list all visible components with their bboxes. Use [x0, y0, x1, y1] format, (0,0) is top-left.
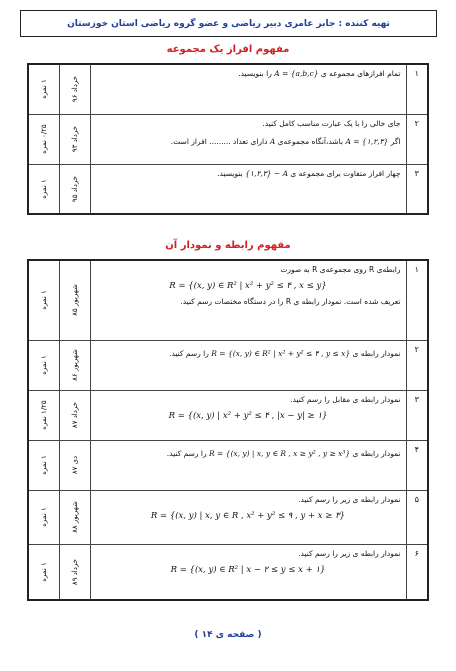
- math-expression: R = {(x, y) ∈ R² | x² + y² ≤ ۴ , y ≤ x}: [211, 348, 351, 358]
- question-number: ۵: [406, 490, 428, 544]
- question-body: جای خالی را با یک عبارت مناسب کامل کنید. اگر A = {۱,۲,۳} باشد،آنگاه مجموعه‌ی A دارای تعداد ......... افراز است.: [90, 114, 406, 164]
- section1-table: [27, 63, 429, 215]
- math-formula: R = {(x, y) ∈ R² | x − ۲ ≤ y ≤ x + ۱}: [170, 564, 326, 575]
- score-cell: ۰/۲۵ نمره: [28, 114, 59, 164]
- question-body: رابطه‌ی R روی مجموعه‌ی R به صورت R = {(x, y) ∈ R² | x² + y² ≤ ۴ , x ≤ y} تعریف شده است. نمودار رابطه ی R را در دستگاه مختصات رسم کنید.: [90, 260, 406, 340]
- question-body: تمام افرازهای مجموعه ی A = {a,b,c} را بنویسید.: [90, 64, 406, 114]
- question-row: [28, 164, 428, 214]
- question-row: [28, 340, 428, 390]
- math-formula: R = {(x, y) ∈ R² | x² + y² ≤ ۴ , x ≤ y}: [169, 281, 327, 292]
- question-number: ٣: [406, 164, 428, 214]
- question-row: [28, 64, 428, 114]
- section2-title: مفهوم رابطه و نمودار آن: [165, 240, 291, 251]
- document-header: [20, 10, 437, 37]
- score-cell: ۱ نمره: [28, 490, 59, 544]
- date-cell: خرداد ۹۶: [59, 64, 90, 114]
- section1-title: مفهوم افراز یک مجموعه: [166, 44, 290, 55]
- score-cell: ۱ نمره: [28, 64, 59, 114]
- math-expression: A = {۱,۲,۳}: [345, 136, 389, 146]
- page-number: ( صفحه ی ۱۴ ): [194, 630, 262, 640]
- question-row: [28, 490, 428, 544]
- question-body: نمودار رابطه ی R = {(x, y) | x, y ∈ R , x ≥ y² , y ≥ x³} را رسم کنید.: [90, 440, 406, 490]
- question-body: نمودار رابطه ی R = {(x, y) ∈ R² | x² + y² ≤ ۴ , y ≤ x} را رسم کنید.: [90, 340, 406, 390]
- score-cell: ۱ نمره: [28, 544, 59, 600]
- date-cell: دی ۸۷: [59, 440, 90, 490]
- question-row: [28, 440, 428, 490]
- date-cell: شهریور ۸۸: [59, 490, 90, 544]
- date-cell: شهریور ۸۶: [59, 340, 90, 390]
- date-cell: خرداد ۸۷: [59, 390, 90, 440]
- question-row: [28, 544, 428, 600]
- math-expression: {۱,۲,۳} − A: [245, 168, 289, 178]
- question-number: ٣: [406, 390, 428, 440]
- question-number: ٢: [406, 340, 428, 390]
- date-cell: شهریور ۸۵: [59, 260, 90, 340]
- math-expression: A = {a,b,c}: [274, 69, 319, 78]
- question-row: [28, 114, 428, 164]
- math-expression: R = {(x, y) | x, y ∈ R , x ≥ y² , y ≥ x³}: [208, 448, 351, 458]
- header-text: تهیه کننده : جابر عامری دبیر ریاضی و عضو گروه ریاضی استان خوزستان: [67, 18, 390, 29]
- question-number: ١: [406, 64, 428, 114]
- section2-table: [27, 259, 429, 601]
- question-row: [28, 390, 428, 440]
- score-cell: ۱ نمره: [28, 164, 59, 214]
- question-number: ٢: [406, 114, 428, 164]
- question-body: نمودار رابطه ی زیر را رسم کنید. R = {(x, y) | x, y ∈ R , x² + y² ≤ ۹ , y + x ≥ ۳}: [90, 490, 406, 544]
- date-cell: خرداد ۹۳: [59, 114, 90, 164]
- question-row: [28, 260, 428, 340]
- question-body: نمودار رابطه ی زیر را رسم کنید. R = {(x, y) ∈ R² | x − ۲ ≤ y ≤ x + ۱}: [90, 544, 406, 600]
- score-cell: ۱ نمره: [28, 440, 59, 490]
- score-cell: ۱ نمره: [28, 340, 59, 390]
- math-formula: R = {(x, y) | x, y ∈ R , x² + y² ≤ ۹ , y + x ≥ ۳}: [150, 510, 346, 521]
- score-cell: ۱ نمره: [28, 260, 59, 340]
- question-body: چهار افراز متفاوت برای مجموعه ی {۱,۲,۳} − A بنویسید.: [90, 164, 406, 214]
- question-number: ١: [406, 260, 428, 340]
- question-body: نمودار رابطه ی مقابل را رسم کنید. R = {(x, y) | x² + y² ≤ ۴ , |x − y| ≥ ۱}: [90, 390, 406, 440]
- question-number: ۶: [406, 544, 428, 600]
- date-cell: خرداد ۹۵: [59, 164, 90, 214]
- math-formula: R = {(x, y) | x² + y² ≤ ۴ , |x − y| ≥ ۱}: [168, 410, 328, 421]
- question-number: ۴: [406, 440, 428, 490]
- score-cell: ۱/۲۵ نمره: [28, 390, 59, 440]
- date-cell: خرداد ۸۹: [59, 544, 90, 600]
